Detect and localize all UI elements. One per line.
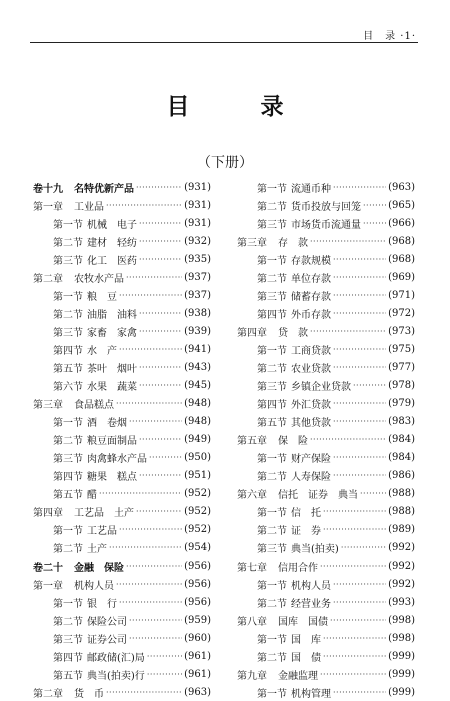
toc-entry[interactable] — [33, 358, 211, 376]
toc-entry-title: 金融监理 — [278, 670, 318, 682]
dot-leader — [139, 309, 182, 318]
toc-entry-label: 第四节 — [53, 345, 83, 357]
toc-entry-title: 农业贷款 — [291, 363, 331, 375]
toc-entry-page: (966) — [388, 217, 415, 229]
dot-leader — [353, 381, 386, 390]
toc-entry-page: (941) — [184, 343, 211, 355]
toc-entry-label: 第二节 — [257, 273, 287, 285]
toc-entry[interactable] — [237, 196, 415, 214]
toc-entry-label: 第六节 — [53, 382, 83, 394]
toc-entry[interactable] — [33, 593, 211, 611]
dot-leader — [333, 453, 386, 462]
toc-entry[interactable] — [33, 304, 211, 322]
toc-entry-title: 醋 — [87, 490, 97, 502]
toc-entry-title: 家畜 家禽 — [87, 327, 137, 339]
toc-right-column — [237, 178, 415, 701]
toc-entry[interactable] — [237, 593, 415, 611]
toc-entry[interactable] — [237, 322, 415, 340]
toc-entry-label: 第四节 — [257, 309, 287, 321]
toc-entry[interactable] — [237, 413, 415, 431]
toc-entry[interactable] — [33, 665, 211, 683]
toc-entry-title: 邮政储(汇)局 — [87, 652, 145, 664]
toc-entry[interactable] — [237, 304, 415, 322]
dot-leader — [323, 652, 386, 661]
toc-entry-title: 工商贷款 — [291, 345, 331, 357]
toc-entry-page: (950) — [184, 452, 211, 464]
toc-entry-label: 第二节 — [257, 598, 287, 610]
toc-entry-title: 建材 轻纺 — [87, 237, 137, 249]
toc-entry-label: 第一节 — [257, 580, 287, 592]
toc-entry-page: (999) — [388, 686, 415, 698]
toc-entry-label: 第四节 — [257, 400, 287, 412]
toc-entry-page: (956) — [184, 596, 211, 608]
dot-leader — [363, 219, 386, 228]
toc-entry[interactable] — [237, 539, 415, 557]
toc-entry-label: 第一节 — [53, 418, 83, 430]
dot-leader — [147, 652, 182, 661]
toc-entry-page: (972) — [388, 307, 415, 319]
toc-entry-page: (932) — [184, 235, 211, 247]
header-text: 目 录 ·1· — [363, 31, 416, 42]
toc-entry-title: 人寿保险 — [291, 472, 331, 484]
toc-entry-label: 第四节 — [53, 472, 83, 484]
toc-entry-title: 化工 医药 — [87, 255, 137, 267]
dot-leader — [139, 237, 182, 246]
toc-entry-label: 第三节 — [257, 382, 287, 394]
toc-entry[interactable] — [33, 250, 211, 268]
dot-leader — [333, 255, 386, 264]
dot-leader — [109, 543, 182, 552]
toc-entry-title: 名特优新产品 — [74, 183, 134, 195]
dot-leader — [333, 580, 386, 589]
toc-entry-label: 第一章 — [33, 201, 63, 213]
toc-entry-title: 典当(拍卖) — [291, 544, 339, 556]
toc-entry-title: 酒 卷烟 — [87, 418, 127, 430]
dot-leader — [323, 525, 386, 534]
dot-leader — [116, 580, 182, 589]
toc-entry-label: 第三节 — [53, 255, 83, 267]
toc-entry-label: 卷二十 — [33, 562, 63, 574]
dot-leader — [136, 507, 182, 516]
dot-leader — [99, 489, 182, 498]
toc-entry-page: (965) — [388, 199, 415, 211]
toc-entry-title: 油脂 油料 — [87, 309, 137, 321]
toc-entry[interactable] — [33, 485, 211, 503]
toc-entry[interactable] — [237, 395, 415, 413]
toc-entry-label: 第三节 — [257, 219, 287, 231]
running-header — [30, 26, 418, 43]
toc-entry-label: 第一节 — [53, 219, 83, 231]
dot-leader — [129, 616, 182, 625]
toc-entry[interactable] — [33, 611, 211, 629]
toc-entry-label: 第五节 — [53, 490, 83, 502]
toc-entry-label: 第二节 — [257, 363, 287, 375]
toc-entry-page: (993) — [388, 596, 415, 608]
toc-entry-page: (975) — [388, 343, 415, 355]
toc-entry-page: (978) — [388, 380, 415, 392]
toc-entry-title: 乡镇企业贷款 — [291, 382, 351, 394]
toc-entry-title: 保 险 — [278, 436, 308, 448]
dot-leader — [106, 201, 182, 210]
toc-entry-title: 存款规模 — [291, 255, 331, 267]
toc-entry-label: 第二节 — [257, 526, 287, 538]
toc-entry-title: 保险公司 — [87, 616, 127, 628]
toc-entry-label: 第二节 — [53, 237, 83, 249]
dot-leader — [323, 507, 386, 516]
toc-entry-page: (937) — [184, 289, 211, 301]
dot-leader — [119, 345, 182, 354]
dot-leader — [119, 525, 182, 534]
toc-entry[interactable] — [33, 377, 211, 395]
toc-entry-page: (988) — [388, 488, 415, 500]
toc-entry-title: 机构人员 — [291, 580, 331, 592]
toc-entry-title: 机械 电子 — [87, 219, 137, 231]
toc-entry-page: (989) — [388, 524, 415, 536]
toc-entry-page: (992) — [388, 578, 415, 590]
toc-entry-page: (977) — [388, 361, 415, 373]
toc-entry-title: 工业品 — [74, 201, 104, 213]
dot-leader — [333, 688, 386, 697]
toc-entry[interactable] — [237, 431, 415, 449]
toc-entry[interactable] — [33, 232, 211, 250]
dot-leader — [333, 399, 386, 408]
toc-entry[interactable] — [33, 629, 211, 647]
toc-entry-title: 国库 国债 — [278, 616, 328, 628]
dot-leader — [136, 183, 182, 192]
toc-entry[interactable] — [237, 214, 415, 232]
toc-entry[interactable] — [33, 286, 211, 304]
toc-entry-title: 存 款 — [278, 237, 308, 249]
dot-leader — [149, 453, 182, 462]
toc-entry-page: (984) — [388, 452, 415, 464]
toc-entry[interactable] — [33, 413, 211, 431]
toc-entry-page: (999) — [388, 668, 415, 680]
toc-entry-title: 土产 — [87, 544, 107, 556]
toc-entry-label: 第四节 — [53, 652, 83, 664]
toc-entry[interactable] — [237, 647, 415, 665]
toc-entry-label: 第二节 — [257, 472, 287, 484]
toc-entry-title: 贷 款 — [278, 327, 308, 339]
dot-leader — [139, 219, 182, 228]
toc-entry[interactable] — [33, 521, 211, 539]
toc-entry-page: (961) — [184, 668, 211, 680]
toc-entry-label: 第三章 — [237, 237, 267, 249]
toc-entry-label: 第二节 — [257, 201, 287, 213]
toc-entry-title: 货币投放与回笼 — [291, 201, 361, 213]
toc-entry-label: 第一节 — [53, 291, 83, 303]
toc-entry[interactable] — [237, 449, 415, 467]
toc-entry-title: 市场货币流通量 — [291, 219, 361, 231]
toc-entry-title: 信托 证券 典当 — [278, 490, 358, 502]
toc-entry[interactable] — [33, 431, 211, 449]
toc-entry-label: 第一章 — [33, 580, 63, 592]
dot-leader — [333, 183, 386, 192]
toc-entry-title: 糖果 糕点 — [87, 472, 137, 484]
toc-entry-title: 水 产 — [87, 345, 117, 357]
toc-entry[interactable] — [33, 575, 211, 593]
dot-leader — [360, 489, 386, 498]
dot-leader — [363, 201, 386, 210]
toc-entry-page: (952) — [184, 524, 211, 536]
volume-subtitle: （下册） — [197, 155, 253, 171]
toc-entry-page: (931) — [184, 199, 211, 211]
toc-entry-page: (954) — [184, 542, 211, 554]
dot-leader — [129, 634, 182, 643]
toc-entry[interactable] — [33, 214, 211, 232]
toc-entry-title: 信 托 — [291, 508, 321, 520]
toc-entry[interactable] — [237, 557, 415, 575]
toc-entry-title: 银 行 — [87, 598, 117, 610]
toc-entry-label: 第一节 — [257, 255, 287, 267]
dot-leader — [139, 471, 182, 480]
dot-leader — [106, 688, 182, 697]
dot-leader — [341, 543, 386, 552]
toc-entry-title: 储蓄存款 — [291, 291, 331, 303]
toc-entry-page: (999) — [388, 650, 415, 662]
toc-entry-label: 第三节 — [257, 291, 287, 303]
toc-entry[interactable] — [33, 683, 211, 701]
toc-entry-page: (963) — [184, 686, 211, 698]
toc-entry-label: 第一节 — [53, 526, 83, 538]
dot-leader — [116, 399, 182, 408]
toc-entry-page: (988) — [388, 506, 415, 518]
toc-entry-label: 第二章 — [33, 688, 63, 700]
toc-entry-page: (986) — [388, 470, 415, 482]
dot-leader — [320, 562, 386, 571]
toc-entry-title: 其他贷款 — [291, 418, 331, 430]
dot-leader — [139, 255, 182, 264]
toc-entry-title: 单位存款 — [291, 273, 331, 285]
toc-entry-page: (935) — [184, 253, 211, 265]
toc-entry-label: 第七章 — [237, 562, 267, 574]
dot-leader — [333, 363, 386, 372]
toc-entry-title: 农牧水产品 — [74, 273, 124, 285]
dot-leader — [129, 417, 182, 426]
toc-entry-label: 第九章 — [237, 670, 267, 682]
dot-leader — [333, 598, 386, 607]
toc-entry[interactable] — [237, 340, 415, 358]
toc-entry[interactable] — [237, 629, 415, 647]
toc-entry-label: 第八章 — [237, 616, 267, 628]
toc-entry[interactable] — [237, 232, 415, 250]
toc-entry-title: 外币存款 — [291, 309, 331, 321]
toc-entry-label: 第二章 — [33, 273, 63, 285]
toc-entry[interactable] — [237, 485, 415, 503]
toc-entry-title: 外汇贷款 — [291, 400, 331, 412]
toc-entry-label: 第二节 — [53, 616, 83, 628]
dot-leader — [310, 327, 386, 336]
toc-entry-label: 第二节 — [53, 436, 83, 448]
toc-entry-title: 水果 蔬菜 — [87, 382, 137, 394]
dot-leader — [310, 237, 386, 246]
dot-leader — [310, 435, 386, 444]
toc-entry[interactable] — [237, 467, 415, 485]
dot-leader — [139, 363, 182, 372]
dot-leader — [333, 291, 386, 300]
toc-entry-title: 证券公司 — [87, 634, 127, 646]
toc-entry-page: (984) — [388, 434, 415, 446]
toc-entry[interactable] — [237, 521, 415, 539]
toc-entry-page: (937) — [184, 271, 211, 283]
toc-entry-page: (971) — [388, 289, 415, 301]
toc-entry-label: 第五节 — [53, 363, 83, 375]
toc-entry[interactable] — [237, 358, 415, 376]
toc-entry-page: (961) — [184, 650, 211, 662]
toc-entry-title: 茶叶 烟叶 — [87, 363, 137, 375]
toc-entry-page: (948) — [184, 398, 211, 410]
toc-entry-title: 肉禽蜂水产品 — [87, 454, 147, 466]
toc-entry[interactable] — [33, 467, 211, 485]
toc-entry-page: (943) — [184, 361, 211, 373]
toc-entry-label: 第三节 — [257, 544, 287, 556]
toc-entry[interactable] — [237, 575, 415, 593]
toc-entry-page: (963) — [388, 181, 415, 193]
dot-leader — [330, 616, 386, 625]
dot-leader — [333, 273, 386, 282]
toc-entry-title: 金融 保险 — [74, 562, 124, 574]
toc-entry-label: 第一节 — [257, 634, 287, 646]
toc-entry[interactable] — [33, 539, 211, 557]
toc-entry-page: (931) — [184, 181, 211, 193]
toc-left-column — [33, 178, 211, 701]
toc-entry[interactable] — [33, 268, 211, 286]
toc-entry-page: (939) — [184, 325, 211, 337]
toc-entry-title: 流通币种 — [291, 183, 331, 195]
toc-entry-label: 第四章 — [33, 508, 63, 520]
toc-entry-page: (960) — [184, 632, 211, 644]
toc-entry-page: (952) — [184, 506, 211, 518]
toc-entry[interactable] — [237, 377, 415, 395]
toc-entry-label: 第一节 — [53, 598, 83, 610]
toc-entry-page: (973) — [388, 325, 415, 337]
toc-entry[interactable] — [237, 250, 415, 268]
toc-entry-page: (979) — [388, 398, 415, 410]
toc-entry-title: 粮豆面制品 — [87, 436, 137, 448]
toc-entry[interactable] — [237, 503, 415, 521]
toc-entry-label: 第一节 — [257, 688, 287, 700]
dot-leader — [139, 435, 182, 444]
toc-entry-page: (952) — [184, 488, 211, 500]
toc-entry-label: 第三节 — [53, 634, 83, 646]
toc-entry-title: 粮 豆 — [87, 291, 117, 303]
toc-entry-page: (931) — [184, 217, 211, 229]
toc-entry[interactable] — [33, 322, 211, 340]
toc-entry-title: 国 库 — [291, 634, 321, 646]
toc-entry-page: (948) — [184, 416, 211, 428]
dot-leader — [139, 381, 182, 390]
toc-entry[interactable] — [237, 665, 415, 683]
dot-leader — [333, 417, 386, 426]
toc-entry-title: 工艺品 — [87, 526, 117, 538]
toc-entry[interactable] — [33, 178, 211, 196]
dot-leader — [333, 471, 386, 480]
toc-entry-page: (956) — [184, 578, 211, 590]
toc-entry-label: 第五节 — [257, 418, 287, 430]
toc-entry-title: 证 券 — [291, 526, 321, 538]
toc-entry[interactable] — [237, 268, 415, 286]
toc-entry-label: 第三节 — [53, 327, 83, 339]
toc-entry[interactable] — [33, 196, 211, 214]
toc-entry-page: (968) — [388, 235, 415, 247]
toc-entry-page: (969) — [388, 271, 415, 283]
toc-entry-label: 第一节 — [257, 183, 287, 195]
toc-entry-label: 卷十九 — [33, 183, 63, 195]
toc-entry-label: 第二节 — [53, 309, 83, 321]
toc-entry-page: (983) — [388, 416, 415, 428]
toc-entry-label: 第二节 — [53, 544, 83, 556]
toc-entry-label: 第一节 — [257, 454, 287, 466]
toc-entry-title: 机构人员 — [74, 580, 114, 592]
toc-entry[interactable] — [33, 340, 211, 358]
toc-entry-page: (945) — [184, 380, 211, 392]
dot-leader — [320, 670, 386, 679]
toc-entry[interactable] — [33, 395, 211, 413]
toc-entry-page: (968) — [388, 253, 415, 265]
dot-leader — [126, 273, 182, 282]
toc-entry-title: 货 币 — [74, 688, 104, 700]
toc-entry-page: (998) — [388, 632, 415, 644]
toc-entry-title: 食品糕点 — [74, 400, 114, 412]
toc-entry-label: 第二节 — [257, 652, 287, 664]
toc-entry-label: 第一节 — [257, 508, 287, 520]
toc-entry[interactable] — [237, 178, 415, 196]
dot-leader — [119, 291, 182, 300]
toc-entry-label: 第五章 — [237, 436, 267, 448]
toc-entry-title: 典当(拍卖)行 — [87, 670, 145, 682]
dot-leader — [147, 670, 182, 679]
toc-entry[interactable] — [33, 557, 211, 575]
toc-entry[interactable] — [33, 503, 211, 521]
toc-entry[interactable] — [33, 449, 211, 467]
toc-entry-label: 第四章 — [237, 327, 267, 339]
dot-leader — [119, 598, 182, 607]
dot-leader — [333, 309, 386, 318]
toc-entry-label: 第六章 — [237, 490, 267, 502]
toc-entry-label: 第五节 — [53, 670, 83, 682]
toc-entry-title: 经营业务 — [291, 598, 331, 610]
dot-leader — [333, 345, 386, 354]
page-title: 目 录 — [166, 94, 308, 120]
toc-entry-title: 信用合作 — [278, 562, 318, 574]
toc-entry-title: 财产保险 — [291, 454, 331, 466]
dot-leader — [139, 327, 182, 336]
toc-entry-label: 第三节 — [53, 454, 83, 466]
toc-entry-page: (959) — [184, 614, 211, 626]
toc-entry-page: (938) — [184, 307, 211, 319]
toc-entry-page: (992) — [388, 542, 415, 554]
toc-entry-page: (949) — [184, 434, 211, 446]
toc-entry-title: 国 债 — [291, 652, 321, 664]
toc-entry-label: 第三章 — [33, 400, 63, 412]
toc-entry-page: (956) — [184, 560, 211, 572]
toc-entry-page: (992) — [388, 560, 415, 572]
toc-entry-page: (998) — [388, 614, 415, 626]
toc-entry[interactable] — [33, 647, 211, 665]
toc-entry[interactable] — [237, 286, 415, 304]
toc-entry-label: 第一节 — [257, 345, 287, 357]
toc-entry-title: 工艺品 土产 — [74, 508, 134, 520]
toc-entry[interactable] — [237, 683, 415, 701]
toc-entry-page: (951) — [184, 470, 211, 482]
toc-entry-title: 机构管理 — [291, 688, 331, 700]
toc-entry[interactable] — [237, 611, 415, 629]
dot-leader — [126, 562, 182, 571]
dot-leader — [323, 634, 386, 643]
